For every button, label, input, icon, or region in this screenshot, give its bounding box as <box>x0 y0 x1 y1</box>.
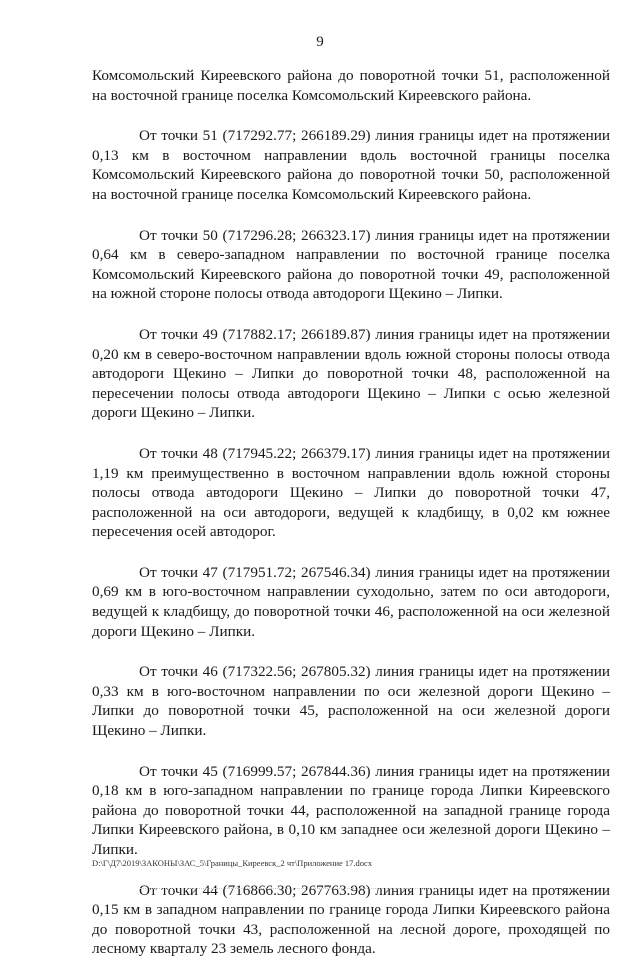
paragraph-point-44: От точки 44 (716866.30; 267763.98) линия границы идет на протяжении 0,15 км в западном направлении по границе города Липки Киреевского района до поворотной точки 43, расположенной на лесной дороге, проходящей по лесному кварталу 23 земель лесного фонда. <box>92 881 610 958</box>
scan-artifact-line <box>140 888 440 890</box>
paragraph-point-48: От точки 48 (717945.22; 266379.17) линия границы идет на протяжении 1,19 км преимущественно в восточном направлении вдоль южной стороны полосы отвода автодороги Щекино – Липки до поворотной точки 47, расположенной на оси автодороги, ведущей к кладбищу, в 0,02 км южнее пересечения осей автодорог. <box>92 444 610 541</box>
footer-file-path: D:\Г\Д7\2019\ЗАКОНЫ\ЗАС_5\Границы_Киреевск_2 чт\Приложение 17.docx <box>92 858 373 868</box>
paragraph-point-51: От точки 51 (717292.77; 266189.29) линия границы идет на протяжении 0,13 км в восточном направлении вдоль восточной границы поселка Комсомольский Киреевского района до поворотной точки 50, расположенной на восточной границе поселка Комсомольский Киреевского района. <box>92 127 610 203</box>
page-number: 9 <box>316 34 324 50</box>
paragraph-continuation: Комсомольский Киреевского района до поворотной точки 51, расположенной на восточной границе поселка Комсомольский Киреевского района. <box>92 67 610 104</box>
document-body <box>92 66 610 980</box>
paragraph-point-50: От точки 50 (717296.28; 266323.17) линия границы идет на протяжении 0,64 км в северо-западном направлении по восточной границе поселка Комсомольский Киреевского района до поворотной точки 49, расположенной на южной стороне полосы отвода автодороги Щекино – Липки. <box>92 226 610 303</box>
paragraph-point-49: От точки 49 (717882.17; 266189.87) линия границы идет на протяжении 0,20 км в северо-восточном направлении вдоль южной стороны полосы отвода автодороги Щекино – Липки до поворотной точки 48, расположенной на пересечении полосы отвода автодороги Щекино – Липки с осью железной дороги Щекино – Липки. <box>92 325 610 422</box>
paragraph-point-46: От точки 46 (717322.56; 267805.32) линия границы идет на протяжении 0,33 км в юго-восточном направлении по оси железной дороги Щекино – Липки до поворотной точки 45, расположенной на оси железной дороги Щекино – Липки. <box>92 663 610 740</box>
paragraph-point-47: От точки 47 (717951.72; 267546.34) линия границы идет на протяжении 0,69 км в юго-восточном направлении суходольно, затем по оси автодороги, ведущей к кладбищу, до поворотной точки 46, расположенной на оси железной дороги Щекино – Липки. <box>92 563 610 640</box>
paragraph-point-45: От точки 45 (716999.57; 267844.36) линия границы идет на протяжении 0,18 км в юго-западном направлении по границе города Липки Киреевского района до поворотной точки 44, расположенной на западной границе города Липки Киреевского района, в 0,10 км западнее оси железной дороги Щекино – Липки. <box>92 762 610 858</box>
